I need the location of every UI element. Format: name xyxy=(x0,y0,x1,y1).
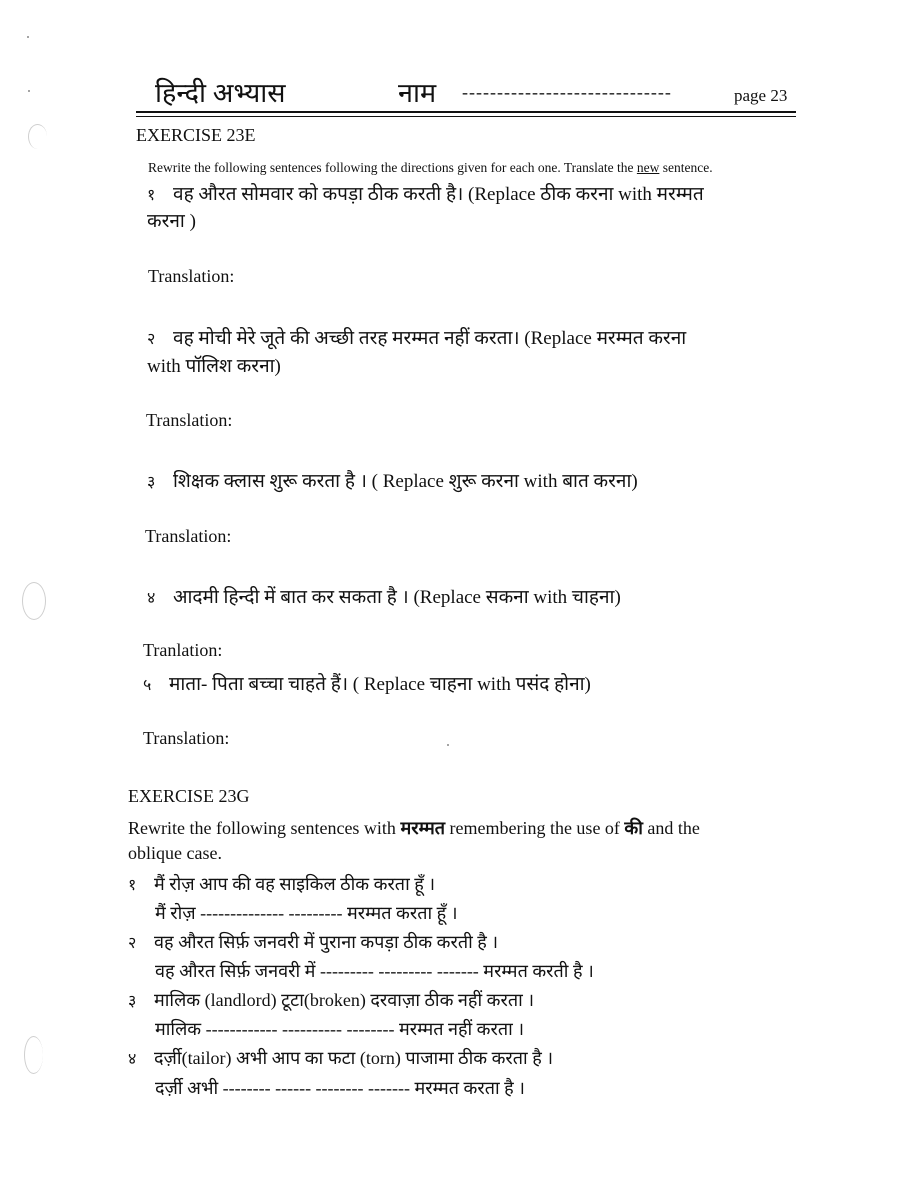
exercise-e-item xyxy=(147,180,704,206)
exercise-e-item xyxy=(147,467,638,493)
exercise-g-instruction xyxy=(128,816,700,840)
exercise-g-title: EXERCISE 23G xyxy=(128,786,250,806)
instruction-text: and the xyxy=(647,818,700,838)
scan-dot xyxy=(27,36,29,38)
item-sentence: मालिक (landlord) टूटा(broken) दरवाज़ा ठीक नहीं करता । xyxy=(154,990,535,1010)
header-rule-bottom xyxy=(136,116,796,117)
item-sentence: शिक्षक क्लास शुरू करता है । ( Replace शुरू करना with बात करना) xyxy=(173,471,638,492)
item-number: ३ xyxy=(128,993,137,1010)
item-sentence: वह मोची मेरे जूते की अच्छी तरह मरम्मत नहीं करता। (Replace मरम्मत करना xyxy=(173,328,687,349)
translation-label: Translation: xyxy=(145,526,232,546)
exercise-e-item xyxy=(143,670,591,696)
item-number: २ xyxy=(128,935,137,952)
instruction-text: remembering the use of xyxy=(449,818,620,838)
item-sentence: वह औरत सिर्फ़ जनवरी में पुराना कपड़ा ठीक करती है । xyxy=(154,932,499,952)
instruction-keyword: मरम्मत xyxy=(400,818,445,838)
item-sentence-continued: करना ) xyxy=(147,211,196,232)
item-fill-in: वह औरत सिर्फ़ जनवरी में --------- --------- ------- मरम्मत करती है । xyxy=(155,961,594,981)
item-number: १ xyxy=(128,877,137,894)
worksheet-title: हिन्दी अभ्यास xyxy=(155,78,286,108)
item-number: ३ xyxy=(147,474,156,491)
exercise-e-item xyxy=(147,583,621,609)
exercise-g-item xyxy=(128,1046,553,1070)
exercise-e-title: EXERCISE 23E xyxy=(136,125,256,145)
item-sentence: दर्ज़ी(tailor) अभी आप का फटा (torn) पाजामा ठीक करता है । xyxy=(154,1048,554,1068)
scan-dot xyxy=(447,744,449,746)
exercise-g-item xyxy=(128,872,435,896)
item-number: ४ xyxy=(147,590,156,607)
name-blank[interactable]: ------------------------------ xyxy=(462,82,672,102)
item-fill-in: मैं रोज़ -------------- --------- मरम्मत करता हूँ । xyxy=(155,903,458,923)
item-sentence: मैं रोज़ आप की वह साइकिल ठीक करता हूँ । xyxy=(154,874,436,894)
instruction-keyword: की xyxy=(624,818,643,838)
scan-mark xyxy=(22,582,46,620)
instruction-text: sentence. xyxy=(662,160,713,175)
exercise-e-item xyxy=(147,324,686,350)
item-sentence: माता- पिता बच्चा चाहते हैं। ( Replace चाहना with पसंद होना) xyxy=(169,674,591,695)
translation-label: Translation: xyxy=(148,266,235,286)
translation-label: Translation: xyxy=(143,728,230,748)
exercise-g-item xyxy=(128,988,534,1012)
item-number: १ xyxy=(147,187,156,204)
item-sentence-continued: with पॉलिश करना) xyxy=(147,356,281,377)
translation-label: Translation: xyxy=(146,410,233,430)
translation-label: Tranlation: xyxy=(143,640,223,660)
item-sentence: आदमी हिन्दी में बात कर सकता है । (Replace सकना with चाहना) xyxy=(173,587,621,608)
scan-mark xyxy=(28,124,47,149)
scan-mark xyxy=(24,1036,43,1074)
exercise-e-instruction xyxy=(148,160,713,176)
name-label: नाम xyxy=(398,78,437,108)
item-number: ५ xyxy=(143,677,152,694)
exercise-g-item xyxy=(128,930,498,954)
item-fill-in: मालिक ------------ ---------- -------- मरम्मत नहीं करता । xyxy=(155,1019,525,1039)
instruction-text: Rewrite the following sentences following the directions given for each one. Translate the xyxy=(148,160,634,175)
instruction-text: Rewrite the following sentences with xyxy=(128,818,396,838)
item-fill-in: दर्ज़ी अभी -------- ------ -------- ------- मरम्मत करता है । xyxy=(155,1078,525,1098)
exercise-g-instruction-continued: oblique case. xyxy=(128,843,222,863)
item-number: ४ xyxy=(128,1051,137,1068)
scan-dot xyxy=(28,90,30,92)
item-number: २ xyxy=(147,331,156,348)
instruction-emphasis: new xyxy=(636,160,660,175)
page-number: page 23 xyxy=(734,86,788,105)
header-rule-top xyxy=(136,111,796,113)
item-sentence: वह औरत सोमवार को कपड़ा ठीक करती है। (Replace ठीक करना with मरम्मत xyxy=(173,184,704,205)
